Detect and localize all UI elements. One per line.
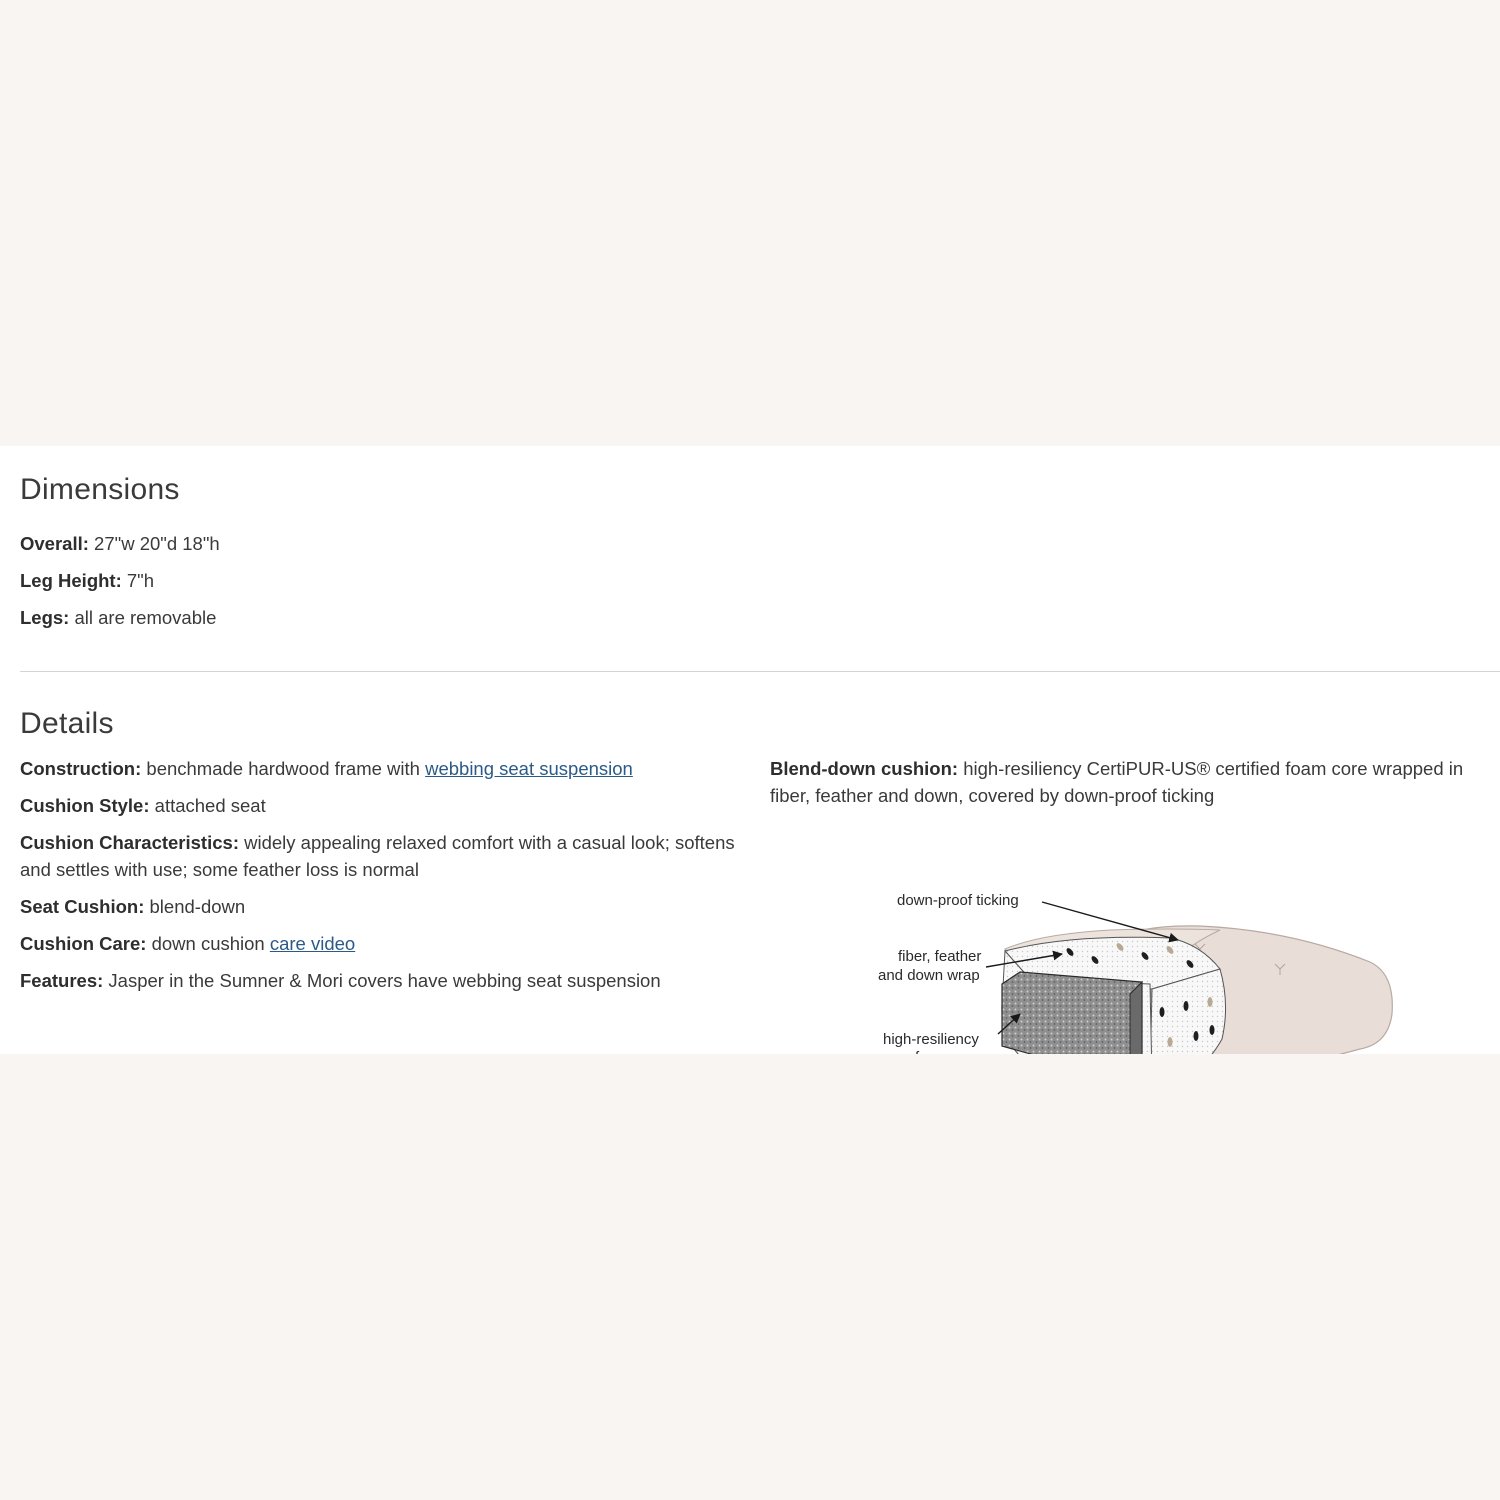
dimensions-heading: Dimensions [20,473,180,506]
webbing-seat-suspension-link[interactable]: webbing seat suspension [425,758,633,779]
detail-label: Blend-down cushion: [770,758,959,779]
section-divider [20,671,1500,672]
dimension-row-leg-height [20,567,154,594]
detail-value: benchmade hardwood frame with [146,758,420,779]
detail-label: Seat Cushion: [20,896,145,917]
label-wrap-line-2: and down wrap [878,967,980,984]
detail-label: Features: [20,970,104,991]
detail-label: Cushion Characteristics: [20,832,239,853]
dimension-label: Overall: [20,533,89,554]
detail-value: blend-down [149,896,246,917]
product-info-panel [0,446,1500,1054]
detail-label: Construction: [20,758,142,779]
dimension-value: 27"w 20"d 18"h [94,533,220,554]
detail-row-cushion-style [20,792,755,819]
detail-row-seat-cushion [20,893,755,920]
detail-value: Jasper in the Sumner & Mori covers have webbing seat suspension [108,970,661,991]
detail-row-features [20,967,755,994]
label-down-proof-ticking: down-proof ticking [897,892,1019,909]
dimension-label: Leg Height: [20,570,122,591]
details-heading: Details [20,707,114,740]
detail-label: Cushion Care: [20,933,147,954]
top-blank-band [0,0,1500,446]
cushion-cross-section-diagram [870,834,1405,1054]
detail-value: down cushion [151,933,265,954]
dimension-value: all are removable [74,607,217,628]
label-wrap-line-1: fiber, feather [898,948,982,965]
dimension-value: 7"h [126,570,155,591]
dimension-row-legs [20,604,216,631]
care-video-link[interactable]: care video [269,933,356,954]
dimension-row-overall [20,530,220,557]
dimension-label: Legs: [20,607,70,628]
detail-value: high-resiliency CertiPUR-US® certified foam core wrapped in fiber, feather and down, covered by down-proof ticking [770,758,1464,806]
detail-row-construction [20,755,755,782]
detail-value: attached seat [154,795,266,816]
detail-row-cushion-care [20,930,755,957]
detail-row-blend-down-cushion [770,755,1480,809]
detail-label: Cushion Style: [20,795,150,816]
detail-row-cushion-characteristics [20,829,755,883]
detail-value: widely appealing relaxed comfort with a casual look; softens and settles with use; some feather loss is normal [20,832,735,880]
label-core-line-1: high-resiliency [883,1031,979,1048]
bottom-blank-band [0,1054,1500,1500]
